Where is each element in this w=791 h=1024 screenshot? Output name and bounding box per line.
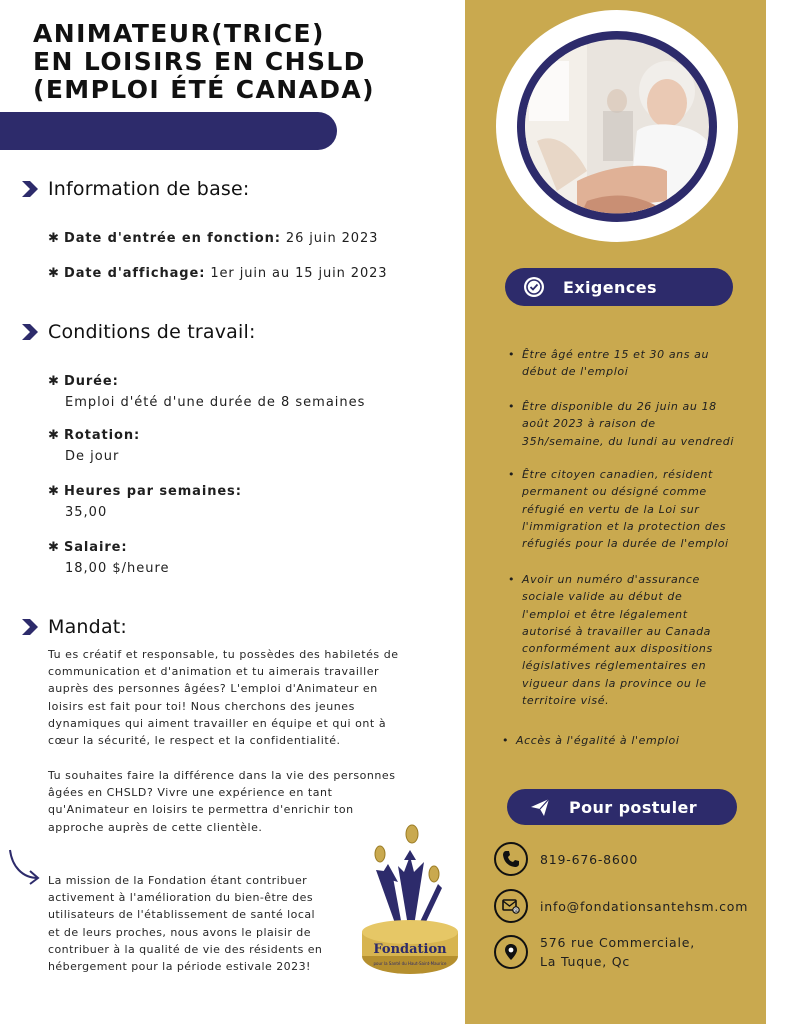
requirement-item: • Être âgé entre 15 et 30 ans au début de l'emploi (512, 346, 762, 381)
asterisk-icon: ✱ (48, 266, 60, 281)
logo-tagline: pour la Santé du Haut-Saint-Maurice (373, 961, 447, 966)
condition-value: 18,00 $/heure (65, 561, 170, 576)
info-value: 1er juin au 15 juin 2023 (205, 266, 388, 281)
condition-label: Salaire: (64, 540, 128, 555)
chevron-right-icon (20, 322, 40, 342)
text-line: activement à l'amélioration du bien-être des (48, 891, 314, 905)
text-line: territoire visé. (522, 694, 610, 708)
text-line: Être âgé entre 15 et 30 ans au (522, 348, 710, 361)
address-line-2: La Tuque, Qc (540, 954, 631, 969)
condition-value: Emploi d'été d'une durée de 8 semaines (65, 395, 366, 410)
condition-label-row (48, 374, 119, 389)
condition-label-row (48, 484, 242, 499)
email-address: info@fondationsantehsm.com (540, 898, 749, 914)
phone-icon (502, 850, 520, 868)
curved-arrow-icon (6, 848, 42, 886)
page-title (33, 20, 453, 104)
title-line-3: (EMPLOI ÉTÉ CANADA) (33, 75, 376, 104)
requirement-item: • Être disponible du 26 juin au 18 août 2023 à raison de 35h/semaine, du lundi au vendredi (512, 398, 762, 450)
section-info-base (20, 178, 250, 200)
info-item (48, 231, 378, 246)
text-line: et de leurs proches, nous avons le plaisir de (48, 925, 311, 939)
paper-plane-icon (529, 796, 551, 818)
text-line: l'emploi et être légalement (522, 607, 688, 621)
text-line: Avoir un numéro d'assurance (522, 573, 700, 586)
condition-label-row (48, 540, 127, 555)
title-accent-bar (0, 112, 337, 150)
fondation-logo (358, 822, 462, 982)
text-line: approche auprès de cette clientèle. (48, 820, 263, 834)
email-icon (502, 897, 520, 915)
text-line: vigueur dans la province ou le (522, 676, 707, 690)
text-line: qu'Animateur en loisirs te permettra d'enrichir ton (48, 803, 354, 817)
asterisk-icon: ✱ (48, 231, 60, 246)
text-line: loisirs est fait pour toi! Nous cherchons des jeunes (48, 699, 355, 713)
section-heading: Conditions de travail: (48, 321, 256, 343)
apply-label: Pour postuler (569, 797, 698, 817)
text-line: La mission de la Fondation étant contribuer (48, 874, 308, 887)
condition-label: Rotation: (64, 428, 141, 443)
text-line: début de l'emploi (522, 365, 629, 379)
contact-phone[interactable] (494, 842, 638, 876)
elderly-woman-photo (517, 31, 717, 222)
text-line: âgées en CHSLD? Vivre une expérience en tant (48, 786, 333, 800)
text-line: conformément aux dispositions (522, 642, 713, 656)
contact-address (494, 933, 695, 971)
chevron-right-icon (20, 179, 40, 199)
text-line: Être disponible du 26 juin au 18 (522, 400, 717, 413)
condition-value: 35,00 (65, 505, 108, 520)
requirement-item: • Être citoyen canadien, résident permanent ou désigné comme réfugié en vertu de la Loi sur l'immigration et la protection des réfugiés pour la durée de l'emploi (512, 466, 762, 552)
text-line: contribuer à la qualité de vie des résidents en (48, 942, 323, 956)
text-line: autorisé à travailler au Canada (522, 624, 712, 638)
logo-name: Fondation (373, 942, 447, 957)
info-label: Date d'entrée en fonction: (64, 231, 281, 246)
text-line: août 2023 à raison de (522, 417, 656, 431)
phone-number: 819-676-8600 (540, 851, 639, 867)
text-line: réfugiés pour la durée de l'emploi (522, 537, 729, 551)
text-line: utilisateurs de l'établissement de santé local (48, 908, 316, 922)
section-heading: Information de base: (48, 178, 250, 200)
info-item (48, 266, 387, 281)
asterisk-icon: ✱ (48, 484, 60, 499)
checkmark-circle-icon (523, 276, 545, 298)
text-line: Accès à l'égalité à l'emploi (516, 734, 680, 747)
text-line: communication et d'animation et tu aimerais travailler (48, 665, 380, 679)
exigences-header (505, 268, 733, 306)
condition-label-row (48, 428, 140, 443)
section-conditions (20, 321, 256, 343)
text-line: réfugié en vertu de la Loi sur (522, 502, 700, 516)
asterisk-icon: ✱ (48, 374, 60, 389)
phone-icon-circle (494, 842, 528, 876)
photo-elderly-woman (517, 31, 717, 222)
asterisk-icon: ✱ (48, 428, 60, 443)
section-mandat (20, 616, 127, 638)
apply-button[interactable] (507, 789, 737, 825)
address-line-1: 576 rue Commerciale, (540, 935, 695, 950)
chevron-right-icon (20, 617, 40, 637)
info-value: 26 juin 2023 (280, 231, 379, 246)
text-line: auprès des personnes âgées? L'emploi d'Animateur en (48, 682, 378, 696)
mission-paragraph (48, 872, 368, 975)
contact-email[interactable] (494, 889, 748, 923)
text-line: législatives réglementaires en (522, 659, 707, 673)
svg-text:@: @ (513, 908, 519, 914)
mandat-paragraph-1 (48, 646, 443, 749)
requirement-item: • Accès à l'égalité à l'emploi (506, 732, 756, 749)
text-line: cœur la sécurité, le respect et la confidentialité. (48, 734, 341, 748)
email-icon-circle (494, 889, 528, 923)
text-line: hébergement pour la période estivale 2023! (48, 960, 311, 974)
text-line: 35h/semaine, du lundi au vendredi (522, 434, 734, 448)
text-line: l'immigration et la protection des (522, 519, 727, 533)
text-line: dynamiques qui aiment travailler en équipe et qui ont à (48, 716, 387, 730)
text-line: Tu es créatif et responsable, tu possèdes des habiletés de (48, 648, 399, 661)
location-icon-circle (494, 935, 528, 969)
location-pin-icon (502, 943, 520, 961)
condition-label: Heures par semaines: (64, 484, 242, 499)
title-line-1: ANIMATEUR(TRICE) (33, 19, 325, 48)
title-line-2: EN LOISIRS EN CHSLD (33, 47, 366, 76)
text-line: Être citoyen canadien, résident (522, 468, 713, 481)
text-line: Tu souhaites faire la différence dans la vie des personnes (48, 769, 396, 782)
text-line: sociale valide au début de (522, 590, 683, 604)
exigences-heading: Exigences (563, 277, 657, 297)
condition-value: De jour (65, 449, 120, 464)
condition-label: Durée: (64, 374, 119, 389)
asterisk-icon: ✱ (48, 540, 60, 555)
section-heading: Mandat: (48, 616, 128, 638)
requirement-item: • Avoir un numéro d'assurance sociale valide au début de l'emploi et être légalement autorisé à travailler au Canada conformément aux dispositions législatives réglementaires en vigueur dans la province ou le territoire visé. (512, 571, 762, 709)
text-line: permanent ou désigné comme (522, 485, 707, 499)
info-label: Date d'affichage: (64, 266, 206, 281)
